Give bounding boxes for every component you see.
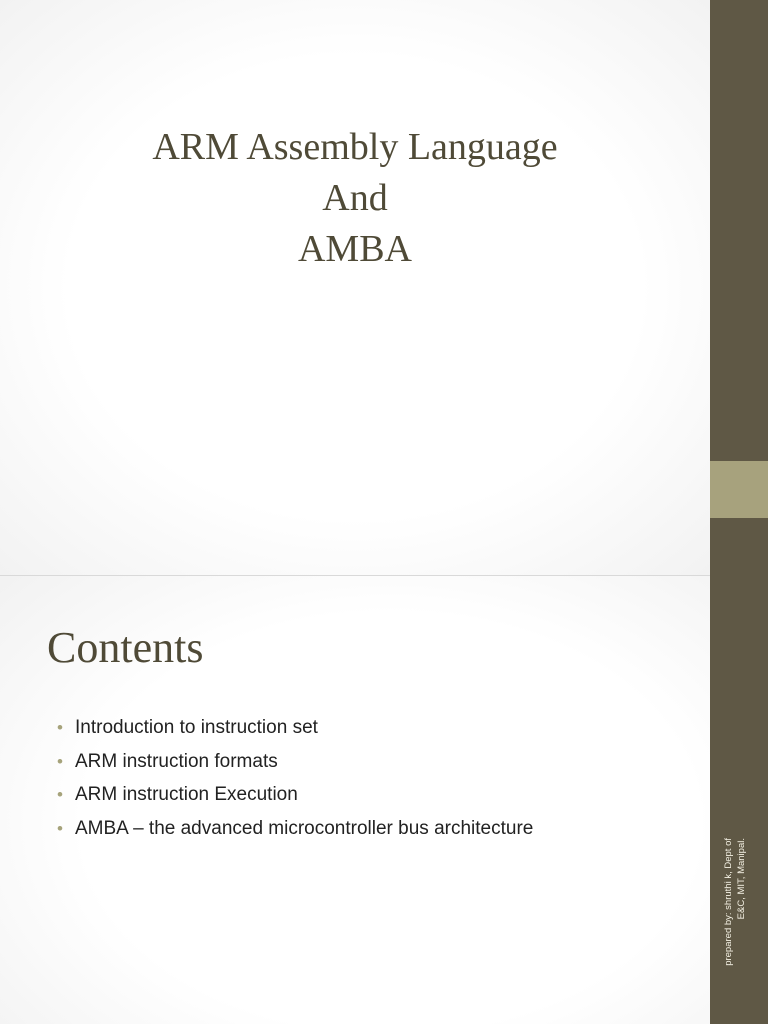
list-item-text: AMBA – the advanced microcontroller bus architecture <box>75 817 534 839</box>
contents-list <box>57 714 533 848</box>
bullet-dot-icon: • <box>57 751 63 771</box>
list-item <box>57 815 533 849</box>
title-line-1: ARM Assembly Language <box>152 126 558 168</box>
contents-heading: Contents <box>47 623 204 672</box>
list-item <box>57 781 533 815</box>
list-item-text: ARM instruction formats <box>75 750 278 772</box>
title-line-2: And <box>322 177 388 219</box>
slide-title <box>0 122 710 275</box>
list-item <box>57 748 533 782</box>
author-credit <box>722 838 748 998</box>
author-credit-line-2: E&C, MIT, Manipal. <box>736 838 747 920</box>
author-credit-line-1: prepared by: shruthi k, Dept of <box>723 838 734 966</box>
list-item <box>57 714 533 748</box>
sidebar-accent-block <box>710 461 768 518</box>
contents-slide <box>0 576 710 1024</box>
list-item-text: Introduction to instruction set <box>75 717 318 738</box>
bullet-dot-icon: • <box>57 818 63 838</box>
bullet-dot-icon: • <box>57 718 63 737</box>
list-item-text: ARM instruction Execution <box>75 784 298 805</box>
title-line-3: AMBA <box>297 228 413 270</box>
bullet-dot-icon: • <box>57 785 63 804</box>
